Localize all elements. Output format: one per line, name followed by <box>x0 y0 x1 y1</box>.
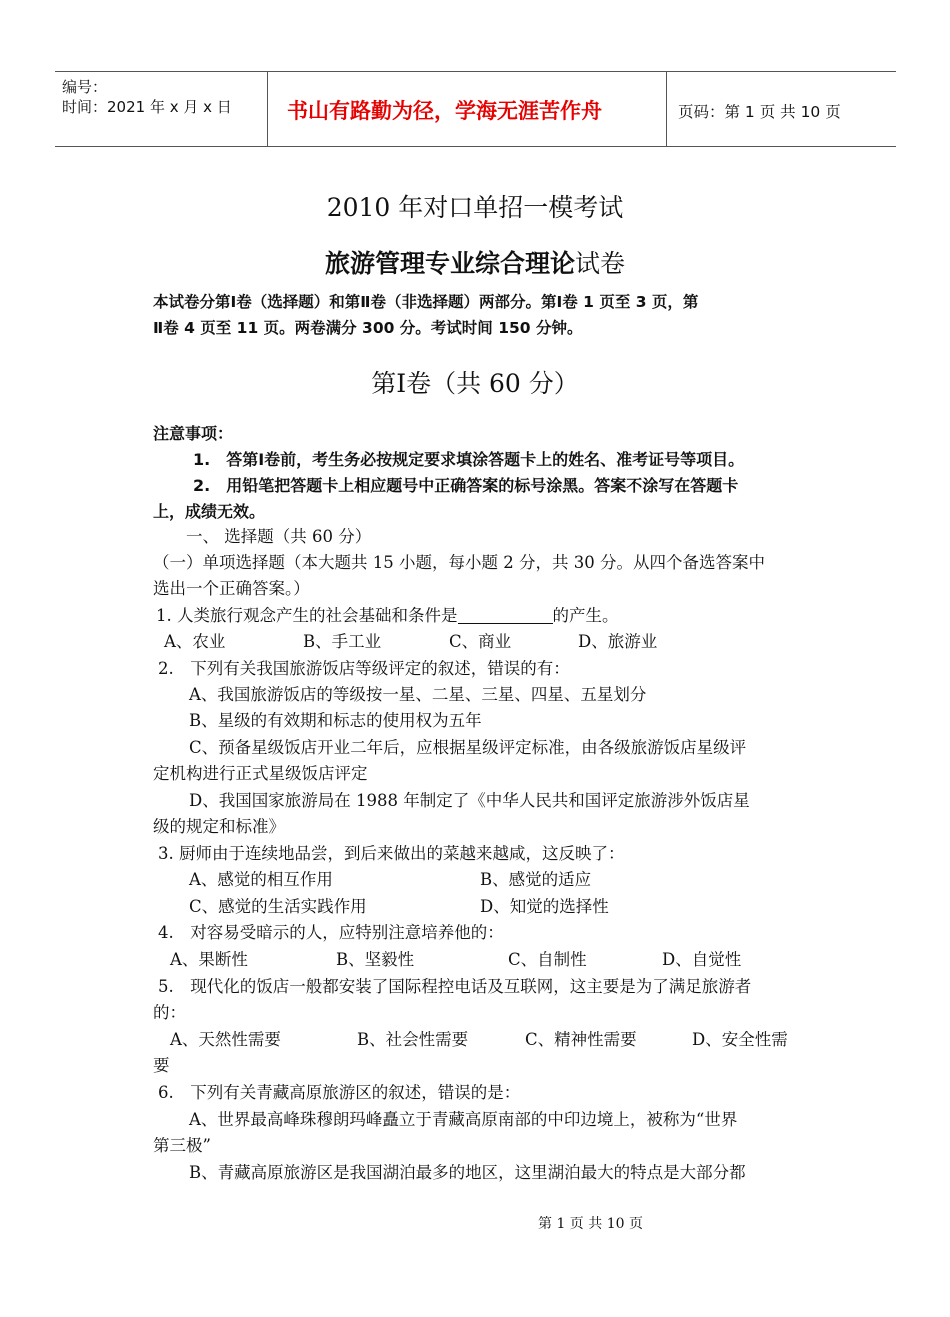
question-5-option-d: D、安全性需 <box>692 1030 788 1049</box>
header-divider <box>267 72 268 146</box>
exam-subtitle-rest: 试卷 <box>575 249 626 278</box>
question-4-option-b: B、坚毅性 <box>336 950 415 969</box>
question-1-option-a: A、农业 <box>164 632 226 651</box>
exam-subtitle <box>0 244 950 280</box>
question-2-option-d-cont: 级的规定和标准》 <box>153 817 285 836</box>
question-3-option-a: A、感觉的相互作用 <box>189 870 333 889</box>
exam-subtitle-bold: 旅游管理专业综合理论 <box>324 249 575 278</box>
part1-instructions: （一）单项选择题（本大题共 15 小题，每小题 2 分，共 30 分。从四个备选答案中 <box>153 553 765 572</box>
question-5-option-d-cont: 要 <box>153 1056 170 1075</box>
question-4-option-d: D、自觉性 <box>662 950 742 969</box>
section-title: 第Ⅰ卷（共 60 分） <box>371 369 579 398</box>
question-1-stem <box>156 603 619 629</box>
question-5-stem-cont: 的： <box>153 1003 186 1022</box>
question-1-option-b: B、手工业 <box>303 632 382 651</box>
question-3-stem: 3. 厨师由于连续地品尝，到后来做出的菜越来越咸，这反映了： <box>158 844 625 863</box>
question-6-option-b: B、青藏高原旅游区是我国湖泊最多的地区，这里湖泊最大的特点是大部分都 <box>189 1163 746 1182</box>
part1-heading: 一、 选择题（共 60 分） <box>186 527 372 546</box>
question-2-option-d: D、我国国家旅游局在 1988 年制定了《中华人民共和国评定旅游涉外饭店星 <box>189 791 750 810</box>
question-5-option-a: A、天然性需要 <box>170 1030 281 1049</box>
document-number-label: 编号： <box>62 78 108 96</box>
question-6-option-a-cont: 第三极” <box>153 1136 211 1155</box>
question-2-option-a: A、我国旅游饭店的等级按一星、二星、三星、四星、五星划分 <box>189 685 647 704</box>
intro-line-2: Ⅱ卷 4 页至 11 页。两卷满分 300 分。考试时间 150 分钟。 <box>153 319 583 337</box>
question-3-option-c: C、感觉的生活实践作用 <box>189 897 367 916</box>
part1-instructions-cont: 选出一个正确答案。） <box>153 579 310 598</box>
question-6-option-a: A、世界最高峰珠穆朗玛峰矗立于青藏高原南部的中印边境上，被称为“世界 <box>189 1110 738 1129</box>
question-1-stem-b: 的产生。 <box>552 606 619 625</box>
header-motto: 书山有路勤为径，学海无涯苦作舟 <box>287 99 602 123</box>
question-4-option-c: C、自制性 <box>508 950 587 969</box>
answer-blank <box>458 605 553 624</box>
document-time-label: 时间：2021 年 x 月 x 日 <box>62 98 232 116</box>
notice-item-2-cont: 上，成绩无效。 <box>153 502 266 521</box>
question-4-stem: 4. 对容易受暗示的人，应特别注意培养他的： <box>158 923 504 942</box>
header-page-info: 页码：第 1 页 共 10 页 <box>678 103 841 121</box>
question-2-option-c-cont: 定机构进行正式星级饭店评定 <box>153 764 368 783</box>
question-3-option-b: B、感觉的适应 <box>480 870 592 889</box>
question-5-option-c: C、精神性需要 <box>525 1030 637 1049</box>
question-2-option-c: C、预备星级饭店开业二年后，应根据星级评定标准，由各级旅游饭店星级评 <box>189 738 747 757</box>
question-5-stem: 5. 现代化的饭店一般都安装了国际程控电话及互联网，这主要是为了满足旅游者 <box>158 977 752 996</box>
question-5-option-b: B、社会性需要 <box>357 1030 469 1049</box>
page-footer: 第 1 页 共 10 页 <box>538 1216 643 1232</box>
question-2-option-b: B、星级的有效期和标志的使用权为五年 <box>189 711 482 730</box>
question-1-option-c: C、商业 <box>449 632 512 651</box>
question-2-stem: 2. 下列有关我国旅游饭店等级评定的叙述，错误的有： <box>158 659 570 678</box>
question-1-stem-a: 1. 人类旅行观念产生的社会基础和条件是 <box>156 606 458 625</box>
notice-item-2: 2. 用铅笔把答题卡上相应题号中正确答案的标号涂黑。答案不涂写在答题卡 <box>193 476 739 495</box>
question-4-option-a: A、果断性 <box>170 950 248 969</box>
question-3-option-d: D、知觉的选择性 <box>480 897 609 916</box>
header-divider <box>666 72 667 146</box>
intro-line-1: 本试卷分第Ⅰ卷（选择题）和第Ⅱ卷（非选择题）两部分。第Ⅰ卷 1 页至 3 页，第 <box>153 293 699 311</box>
notice-heading: 注意事项： <box>153 424 234 443</box>
exam-title: 2010 年对口单招一模考试 <box>326 193 624 222</box>
question-1-option-d: D、旅游业 <box>578 632 658 651</box>
question-6-stem: 6. 下列有关青藏高原旅游区的叙述，错误的是： <box>158 1083 521 1102</box>
notice-item-1: 1. 答第Ⅰ卷前，考生务必按规定要求填涂答题卡上的姓名、准考证号等项目。 <box>193 450 745 469</box>
